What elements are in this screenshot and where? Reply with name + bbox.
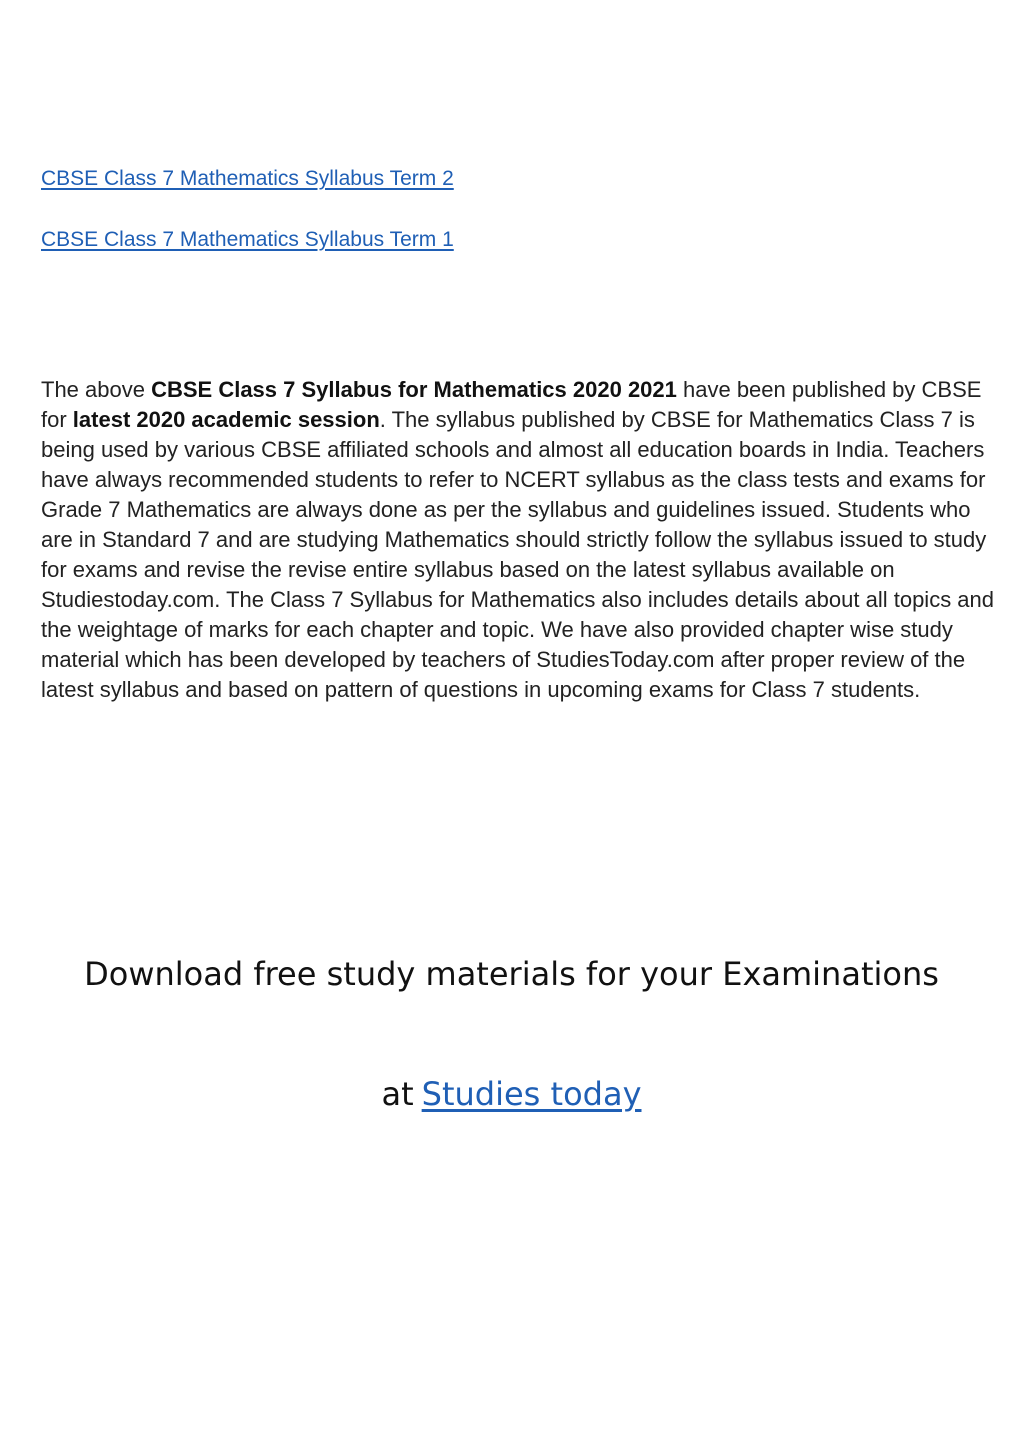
studies-today-link[interactable]: Studies today bbox=[421, 1075, 642, 1113]
syllabus-description-paragraph bbox=[41, 375, 1003, 705]
paragraph-text-1: The above bbox=[41, 377, 152, 402]
promo-at-text: at bbox=[381, 1075, 414, 1113]
paragraph-bold-syllabus-title: CBSE Class 7 Syllabus for Mathematics 2020 2021 bbox=[151, 377, 677, 402]
promo-at-line bbox=[0, 1075, 1023, 1113]
paragraph-text-2: have been published by CBSE for bbox=[41, 377, 982, 432]
paragraph-bold-session: latest 2020 academic session bbox=[72, 407, 380, 432]
term2-syllabus-link[interactable]: CBSE Class 7 Mathematics Syllabus Term 2 bbox=[41, 167, 454, 190]
promo-heading: Download free study materials for your Examinations bbox=[84, 955, 939, 993]
paragraph-text-3: . The syllabus published by CBSE for Mathematics Class 7 is being used by various CBSE affiliated schools and almost all education boards in India. Teachers have always recommended students to refer to NCERT syllabus as the class tests and exams for Grade 7 Mathematics are always done as per the syllabus and guidelines issued. Students who are in Standard 7 and are studying Mathematics should strictly follow the syllabus issued to study for exams and revise the revise entire syllabus based on the latest syllabus available on Studiestoday.com. The Class 7 Syllabus for Mathematics also includes details about all topics and the weightage of marks for each chapter and topic. We have also provided chapter wise study material which has been developed by teachers of StudiesToday.com after proper review of the latest syllabus and based on pattern of questions in upcoming exams for Class 7 students. bbox=[41, 407, 995, 702]
term1-syllabus-link[interactable]: CBSE Class 7 Mathematics Syllabus Term 1 bbox=[41, 228, 454, 251]
